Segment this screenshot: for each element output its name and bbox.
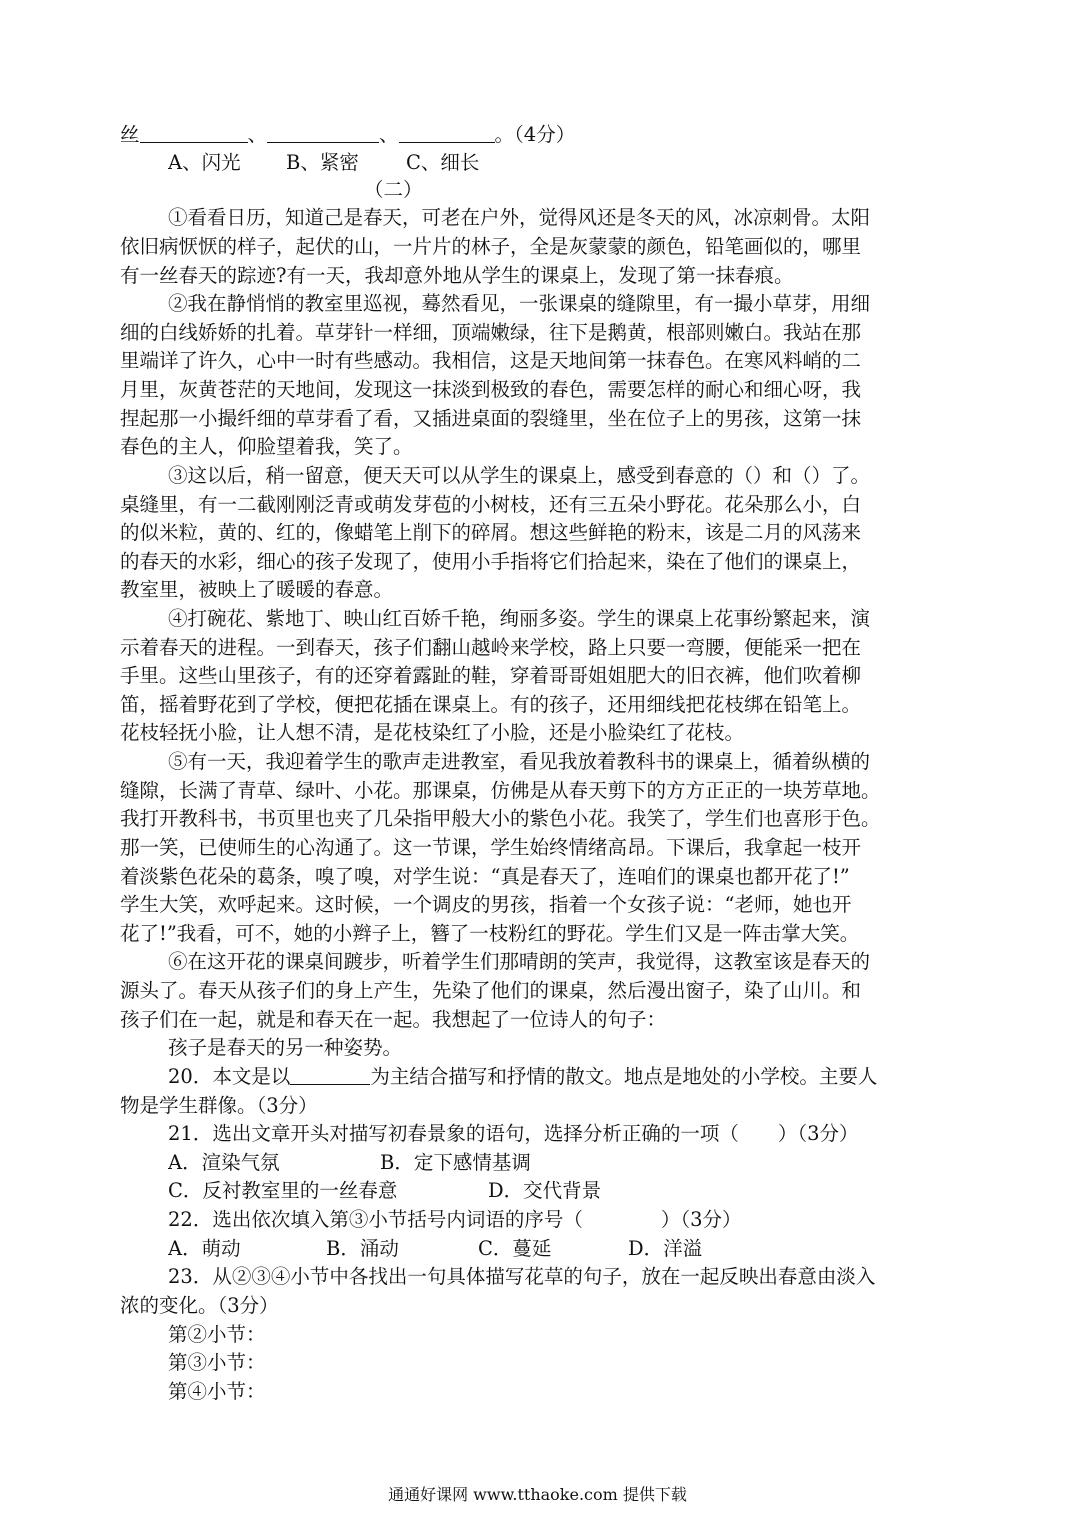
- passage-line: 花了!”我看，可不，她的小辫子上，簪了一枝粉红的野花。学生们又是一阵击掌大笑。: [120, 922, 860, 945]
- passage-line: 孩子们在一起，就是和春天在一起。我想起了一位诗人的句子：: [120, 1008, 667, 1031]
- passage-line: 孩子是春天的另一种姿势。: [168, 1036, 403, 1059]
- passage-line: 源头了。春天从孩子们的身上产生，先染了他们的课桌，然后漫出窗子，染了山川。和: [120, 979, 862, 1002]
- q22-option-a: A．萌动: [168, 1237, 241, 1260]
- passage-line: 学生大笑，欢呼起来。这时候，一个调皮的男孩，指着一个女孩子说：“老师，她也开: [120, 893, 852, 916]
- passage-line: 里端详了许久，心中一时有些感动。我相信，这是天地间第一抹春色。在寒风料峭的二: [120, 349, 862, 372]
- q20-line-2: 物是学生群像。（3分）: [120, 1094, 318, 1117]
- passage-line: 那一笑，已使师生的心沟通了。这一节课，学生始终情绪高昂。下课后，我拿起一枝开: [120, 836, 862, 859]
- passage-line: 月里，灰黄苍茫的天地间，发现这一抹淡到极致的春色，需要怎样的耐心和细心呀，我: [120, 378, 862, 401]
- q19-sep-2: 、: [379, 123, 399, 146]
- q21-options-row-2: [168, 1176, 958, 1205]
- q22-option-d: D．洋溢: [628, 1237, 703, 1260]
- passage-line: ③这以后，稍一留意，便天天可以从学生的课桌上，感受到春意的（）和（）了。: [168, 464, 871, 487]
- q22-option-c: C．蔓延: [478, 1237, 552, 1260]
- q20-blank[interactable]: [290, 1066, 370, 1085]
- passage-line: 捏起那一小撮纤细的草芽看了看，又插进桌面的裂缝里，坐在位子上的男孩，这第一抹: [120, 407, 862, 430]
- q19-fill-line: [120, 120, 960, 149]
- q19-prefix: 丝: [120, 123, 140, 146]
- passage-line: 细的白线娇娇的扎着。草芽针一样细，顶端嫩绿，往下是鹅黄，根部则嫩白。我站在那: [120, 321, 862, 344]
- q21-option-b: B．定下感情基调: [380, 1151, 531, 1174]
- q21-option-d: D．交代背景: [488, 1179, 602, 1202]
- q22-options: [168, 1234, 958, 1263]
- q23-answer-4[interactable]: 第④小节：: [168, 1380, 266, 1403]
- q20-line: [168, 1062, 958, 1091]
- passage-line: 手里。这些山里孩子，有的还穿着露趾的鞋，穿着哥哥姐姐肥大的旧衣裤，他们吹着柳: [120, 664, 862, 687]
- q21-stem: 21．选出文章开头对描写初春景象的语句，选择分析正确的一项（ ）（3分）: [168, 1122, 859, 1145]
- passage-line: ②我在静悄悄的教室里巡视，蓦然看见，一张课桌的缝隙里，有一撮小草芽，用细: [168, 292, 871, 315]
- section-title: （二）: [364, 178, 423, 201]
- q19-suffix: 。（4分）: [494, 123, 576, 146]
- q19-blank-2[interactable]: [267, 124, 379, 143]
- q21-option-c: C．反衬教室里的一丝春意: [168, 1179, 398, 1202]
- passage-line: 春色的主人，仰脸望着我，笑了。: [120, 435, 413, 458]
- passage-line: 教室里，被映上了暖暖的春意。: [120, 578, 394, 601]
- passage-line: 示着春天的进程。一到春天，孩子们翻山越岭来学校，路上只要一弯腰，便能采一把在: [120, 636, 862, 659]
- q19-options: [168, 148, 1008, 177]
- q23-answer-2[interactable]: 第②小节：: [168, 1323, 266, 1346]
- passage-line: 笛，摇着野花到了学校，便把花插在课桌上。有的孩子，还用细线把花枝绑在铅笔上。: [120, 693, 862, 716]
- passage-line: 缝隙，长满了青草、绿叶、小花。那课桌，仿佛是从春天剪下的方方正正的一块芳草地。: [120, 779, 881, 802]
- q19-sep-1: 、: [247, 123, 268, 146]
- passage-line: ①看看日历，知道己是春天，可老在户外，觉得风还是冬天的风，冰凉刺骨。太阳: [168, 206, 871, 229]
- q23-line-2: 浓的变化。（3分）: [120, 1294, 279, 1317]
- q23-answer-3[interactable]: 第③小节：: [168, 1351, 266, 1374]
- q19-option-c: C、细长: [406, 151, 480, 174]
- passage-line: 依旧病恹恹的样子，起伏的山，一片片的林子，全是灰蒙蒙的颜色，铅笔画似的，哪里: [120, 235, 862, 258]
- page-footer: 通通好课网 www.tthaoke.com 提供下载: [388, 1485, 687, 1504]
- q20-suffix: 为主结合描写和抒情的散文。地点是地处的小学校。主要人: [370, 1065, 878, 1088]
- q21-option-a: A．渲染气氛: [168, 1151, 280, 1174]
- q19-blank-1[interactable]: [140, 124, 248, 143]
- q22-stem: 22．选出依次填入第③小节括号内词语的序号（ ）（3分）: [168, 1208, 742, 1231]
- q20-prefix: 20．本文是以: [168, 1065, 291, 1088]
- q19-option-b: B、紧密: [286, 151, 359, 174]
- q22-option-b: B．涌动: [326, 1237, 399, 1260]
- q21-options-row-1: [168, 1148, 958, 1177]
- q23-stem: 23．从②③④小节中各找出一句具体描写花草的句子，放在一起反映出春意由淡入: [168, 1265, 876, 1288]
- passage-line: 有一丝春天的踪迹?有一天，我却意外地从学生的课桌上，发现了第一抹春痕。: [120, 264, 794, 287]
- passage-line: ⑤有一天，我迎着学生的歌声走进教室，看见我放着教科书的课桌上，循着纵横的: [168, 750, 871, 773]
- passage-line: ⑥在这开花的课桌间踱步，听着学生们那晴朗的笑声，我觉得，这教室该是春天的: [168, 950, 871, 973]
- passage-line: 着淡紫色花朵的葛条，嗅了嗅，对学生说：“真是春天了，连咱们的课桌也都开花了!”: [120, 865, 850, 888]
- passage-line: 的似米粒，黄的、红的，像蜡笔上削下的碎屑。想这些鲜艳的粉末，该是二月的风荡来: [120, 521, 862, 544]
- q19-blank-3[interactable]: [399, 124, 495, 143]
- passage-line: 的春天的水彩，细心的孩子发现了，使用小手指将它们拾起来，染在了他们的课桌上，: [120, 550, 862, 573]
- passage-line: 花枝轻抚小脸，让人想不清，是花枝染红了小脸，还是小脸染红了花枝。: [120, 721, 745, 744]
- passage-line: 我打开教科书，书页里也夹了几朵指甲般大小的紫色小花。我笑了，学生们也喜形于色。: [120, 807, 881, 830]
- q19-option-a: A、闪光: [168, 151, 241, 174]
- passage-line: ④打碗花、紫地丁、映山红百娇千艳，绚丽多姿。学生的课桌上花事纷繁起来，演: [168, 607, 871, 630]
- passage-line: 桌缝里，有一二截刚刚泛青或萌发芽苞的小树枝，还有三五朵小野花。花朵那么小，白: [120, 493, 862, 516]
